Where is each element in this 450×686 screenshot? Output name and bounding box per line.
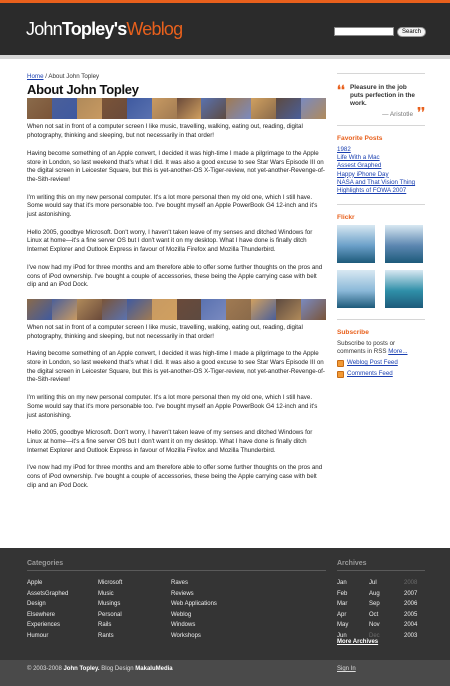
search-input[interactable] bbox=[334, 27, 394, 36]
archive-month-link[interactable]: Jan bbox=[337, 580, 347, 586]
flickr-photo[interactable] bbox=[385, 225, 423, 263]
logo-last-name: Topley's bbox=[61, 19, 127, 39]
favorite-post-link[interactable]: Life With a Mac bbox=[337, 154, 380, 162]
flickr-heading: Flickr bbox=[337, 214, 355, 222]
archive-month-link[interactable]: Oct bbox=[369, 611, 379, 618]
category-link[interactable]: Design bbox=[27, 601, 46, 607]
photo-thumbnail bbox=[127, 98, 152, 119]
photo-thumbnail bbox=[127, 299, 152, 320]
archive-year-link[interactable]: 2003 bbox=[404, 632, 418, 639]
site-logo[interactable] bbox=[26, 19, 182, 40]
archive-year-link[interactable]: 2004 bbox=[404, 622, 418, 628]
subscribe-more-link[interactable]: More... bbox=[388, 348, 408, 356]
photo-thumbnail bbox=[226, 98, 251, 119]
breadcrumb-current: / About John Topley bbox=[45, 73, 100, 80]
subscribe-text bbox=[337, 340, 425, 356]
sidebar-divider bbox=[337, 125, 425, 126]
archive-month-link[interactable]: Feb bbox=[337, 590, 348, 597]
site-header bbox=[0, 3, 450, 55]
paragraph-5: I've now had my iPod for three months and am therefore able to offer some further thoughts on the pros and cons of iPod ownership. I've bought a couple of accessories, these being the Apple carrying case with belt clip and an iPod Dock. bbox=[27, 263, 323, 289]
photo-thumbnail bbox=[77, 299, 102, 320]
comments-feed-item bbox=[337, 370, 425, 378]
archive-month-link[interactable]: Jun bbox=[337, 632, 347, 639]
archives-divider bbox=[337, 570, 425, 571]
favorite-posts-heading: Favorite Posts bbox=[337, 135, 383, 142]
category-link[interactable]: Experiences bbox=[27, 622, 61, 628]
search-button[interactable]: Search bbox=[397, 27, 426, 37]
archive-month-link[interactable]: Mar bbox=[337, 601, 348, 607]
rss-icon bbox=[337, 360, 344, 367]
category-link[interactable]: Reviews bbox=[171, 590, 194, 597]
category-link[interactable]: Workshops bbox=[171, 632, 201, 639]
favorite-post-link[interactable]: 1982 bbox=[337, 146, 351, 153]
paragraph-4: Hello 2005, goodbye Microsoft. Don't worry, I haven't taken leave of my senses and ditched Windows for Linux at home—it's a fine server OS but I don't want it on my desktop. What I have done is finally ditch Internet Explorer and Outlook Express in favour of Mozilla Firefox and Mozilla Thunderbird. bbox=[27, 228, 313, 254]
weblog-feed-item bbox=[337, 359, 425, 367]
paragraph-7: Having become something of an Apple convert, I decided it was high-time I made a pilgrimage to the Apple store in London, so last weekend that's what I did. It was also a good excuse to see Star Wars Episode III on the digital screen in Leicester Square, but this is yet-another-OS X-Tiger-review, not yet-another-Revenge-of-the-Sith-review! bbox=[27, 350, 325, 384]
photo-strip-top bbox=[27, 98, 326, 119]
sidebar bbox=[337, 73, 425, 378]
archive-year-link[interactable]: 2006 bbox=[404, 601, 418, 607]
paragraph-2: Having become something of an Apple convert, I decided it was high-time I made a pilgrimage to the Apple store in London, so last weekend that's what I did. It was also a good excuse to see Star Wars Episode III on the digital screen in Leicester Square, but this is yet-another-OS X-Tiger-review, not yet-another-Revenge-of-the-Sith-review! bbox=[27, 149, 325, 183]
category-link[interactable]: Elsewhere bbox=[27, 611, 56, 618]
flickr-photo[interactable] bbox=[337, 225, 375, 263]
weblog-post-feed-link[interactable]: Weblog Post Feed bbox=[347, 359, 398, 367]
more-archives-link[interactable]: More Archives bbox=[337, 639, 379, 645]
archive-month-link[interactable]: Jul bbox=[369, 580, 377, 586]
category-link[interactable]: Windows bbox=[171, 622, 196, 628]
archives-column-1 bbox=[337, 578, 348, 641]
flickr-photo[interactable] bbox=[337, 270, 375, 308]
quote-author: — Aristotle bbox=[382, 111, 413, 118]
favorite-posts-list bbox=[337, 146, 425, 195]
categories-column-1 bbox=[27, 578, 68, 641]
photo-thumbnail bbox=[52, 98, 77, 119]
photo-thumbnail bbox=[102, 299, 127, 320]
flickr-photo[interactable] bbox=[385, 270, 423, 308]
flickr-grid bbox=[337, 225, 425, 308]
quote-block bbox=[337, 74, 425, 125]
sidebar-divider bbox=[337, 319, 425, 320]
copyright-prefix: © 2003-2008 bbox=[27, 666, 62, 672]
copyright-name: John Topley. bbox=[63, 666, 100, 672]
paragraph-10: I've now had my iPod for three months and am therefore able to offer some further thoughts on the pros and cons of iPod ownership. I've bought a couple of accessories, these being the Apple carrying case with belt clip and an iPod Dock. bbox=[27, 464, 323, 489]
quote-text: Pleasure in the job puts perfection in the work. bbox=[350, 84, 415, 107]
subscribe-heading: Subscribe bbox=[337, 329, 369, 337]
paragraph-1: When not sat in front of a computer screen I like music, travelling, walking, eating out, reading, digital photography, thinking and sleeping, but not necessarily in that order! bbox=[27, 123, 303, 140]
logo-weblog: Weblog bbox=[126, 19, 183, 39]
rss-icon bbox=[337, 371, 344, 378]
designer-link[interactable]: MakaluMedia bbox=[135, 666, 173, 672]
breadcrumb bbox=[27, 73, 326, 82]
category-link[interactable]: AssetsGraphed bbox=[27, 590, 69, 597]
photo-thumbnail bbox=[276, 98, 301, 119]
archive-year-link[interactable]: 2005 bbox=[404, 611, 418, 618]
photo-thumbnail bbox=[152, 98, 177, 119]
photo-thumbnail bbox=[177, 299, 202, 320]
paragraph-6: When not sat in front of a computer screen I like music, travelling, walking, eating out, reading, digital photography, thinking and sleeping, but not necessarily in that order! bbox=[27, 323, 303, 340]
close-quote-icon: ❜❜ bbox=[417, 105, 425, 119]
bottom-bar bbox=[0, 660, 450, 686]
main-content bbox=[27, 73, 326, 500]
photo-thumbnail bbox=[301, 98, 326, 119]
archives-heading: Archives bbox=[337, 560, 367, 567]
favorite-post-link[interactable]: Assest Graphed bbox=[337, 162, 382, 170]
paragraph-9: Hello 2005, goodbye Microsoft. Don't worry, I haven't taken leave of my senses and ditched Windows for Linux at home—it's a fine server OS but I don't want it on my desktop. What I have done is finally ditch Internet Explorer and Outlook Express in favour of Mozilla Firefox and Mozilla Thunderbird. bbox=[27, 429, 313, 454]
archive-month-link[interactable]: Dec bbox=[369, 632, 380, 639]
archive-month-link[interactable]: Apr bbox=[337, 611, 347, 618]
photo-thumbnail bbox=[52, 299, 77, 320]
photo-thumbnail bbox=[152, 299, 177, 320]
categories-divider bbox=[27, 570, 326, 571]
category-link[interactable]: Personal bbox=[98, 611, 122, 618]
copyright-mid: Blog Design bbox=[101, 666, 134, 672]
photo-thumbnail bbox=[251, 299, 276, 320]
photo-thumbnail bbox=[276, 299, 301, 320]
archive-month-link[interactable]: Aug bbox=[369, 590, 380, 597]
category-link[interactable]: Microsoft bbox=[98, 580, 123, 586]
open-quote-icon: ❛❛ bbox=[337, 83, 345, 97]
breadcrumb-home-link[interactable]: Home bbox=[27, 73, 44, 80]
photo-thumbnail bbox=[27, 299, 52, 320]
photo-thumbnail bbox=[177, 98, 202, 119]
categories-column-2 bbox=[98, 578, 122, 641]
paragraph-8: I'm writing this on my new personal computer. It's a lot more personal then my old one, which I still have. Some would say that it's more personable too. I've bought myself an Apple PowerBook G4 12-inch and it's just astonishing. bbox=[27, 394, 318, 419]
header-subbar bbox=[0, 55, 450, 59]
category-link[interactable]: Musings bbox=[98, 601, 121, 607]
archive-month-link[interactable]: May bbox=[337, 622, 349, 628]
favorite-post-link[interactable]: Highlights of FOWA 2007 bbox=[337, 187, 407, 195]
photo-thumbnail bbox=[201, 98, 226, 119]
photo-thumbnail bbox=[301, 299, 326, 320]
photo-thumbnail bbox=[77, 98, 102, 119]
favorite-post-link[interactable]: Happy iPhone Day bbox=[337, 170, 389, 178]
category-link[interactable]: Weblog bbox=[171, 611, 192, 618]
categories-heading: Categories bbox=[27, 560, 64, 567]
archive-year-link[interactable]: 2008 bbox=[404, 580, 418, 586]
favorite-post-link[interactable]: NASA and That Vision Thing bbox=[337, 178, 416, 186]
sidebar-divider bbox=[337, 204, 425, 205]
photo-thumbnail bbox=[226, 299, 251, 320]
category-link[interactable]: Music bbox=[98, 590, 114, 597]
sign-in-link[interactable]: Sign In bbox=[337, 666, 356, 672]
category-link[interactable]: Raves bbox=[171, 580, 189, 586]
photo-thumbnail bbox=[27, 98, 52, 119]
archives-column-3 bbox=[404, 578, 417, 641]
archive-month-link[interactable]: Sep bbox=[369, 601, 380, 607]
categories-column-3 bbox=[171, 578, 217, 641]
search-form bbox=[334, 27, 426, 37]
archive-month-link[interactable]: Nov bbox=[369, 622, 380, 628]
photo-thumbnail bbox=[251, 98, 276, 119]
photo-strip-middle bbox=[27, 299, 326, 320]
category-link[interactable]: Rants bbox=[98, 632, 114, 639]
category-link[interactable]: Rails bbox=[98, 622, 112, 628]
copyright bbox=[27, 666, 173, 672]
category-link[interactable]: Humour bbox=[27, 632, 49, 639]
category-link[interactable]: Web Applications bbox=[171, 601, 217, 607]
photo-thumbnail bbox=[102, 98, 127, 119]
subscribe-description: Subscribe to posts or comments in RSS bbox=[337, 340, 396, 356]
category-link[interactable]: Apple bbox=[27, 580, 43, 586]
archives-column-2 bbox=[369, 578, 380, 641]
archive-year-link[interactable]: 2007 bbox=[404, 590, 418, 597]
photo-thumbnail bbox=[201, 299, 226, 320]
page-title: About John Topley bbox=[27, 81, 139, 97]
logo-first-name: John bbox=[26, 19, 62, 39]
comments-feed-link[interactable]: Comments Feed bbox=[347, 370, 393, 378]
paragraph-3: I'm writing this on my new personal computer. It's a lot more personal then my old one, which I still have. Some would say that it's more personable too. I've bought myself an Apple PowerBook G4 12-inch and it's just astonishing. bbox=[27, 193, 318, 219]
site-footer bbox=[0, 548, 450, 660]
